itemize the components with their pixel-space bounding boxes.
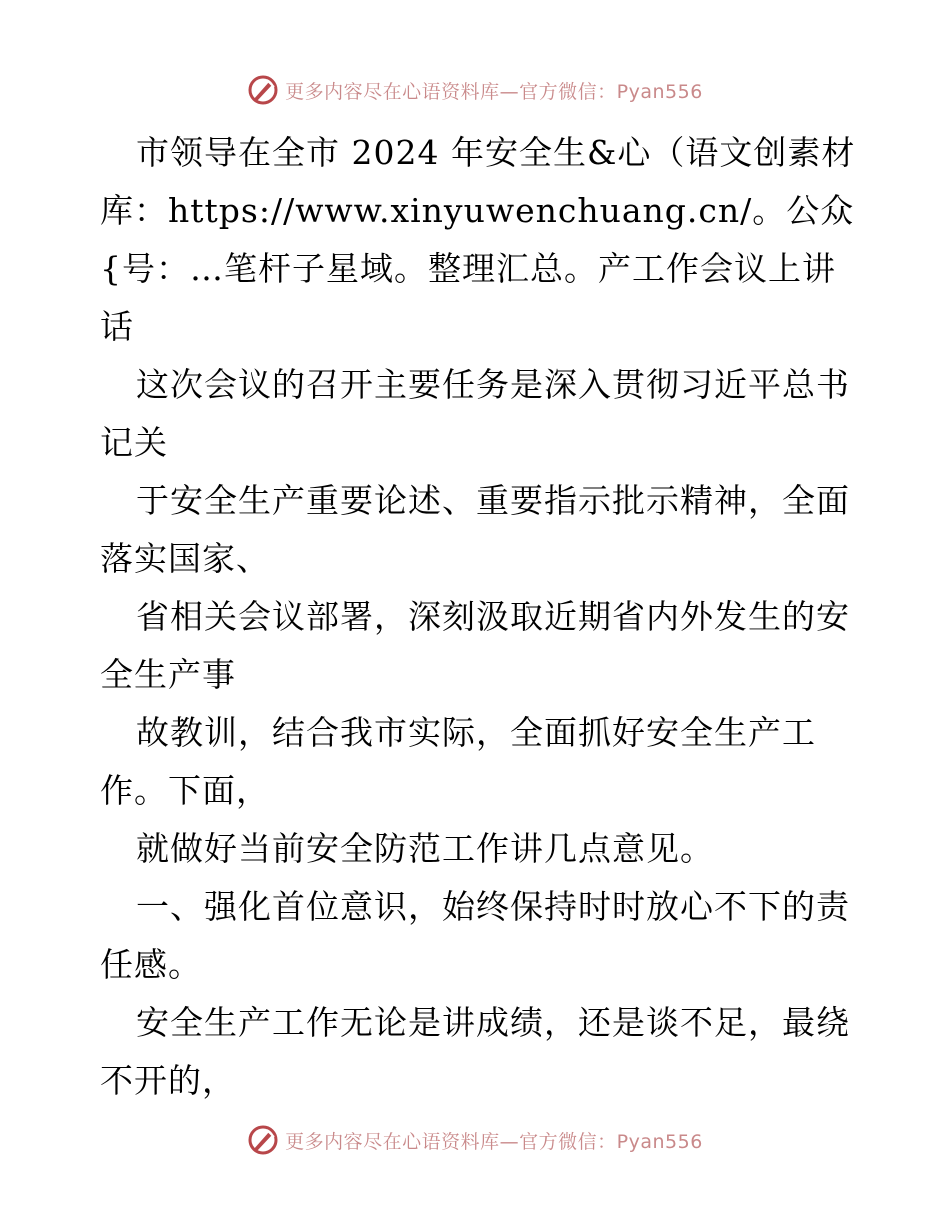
quill-pen-seal-icon — [247, 1124, 279, 1156]
paragraph: 于安全生产重要论述、重要指示批示精神，全面落实国家、 — [100, 481, 850, 578]
quill-pen-seal-icon — [247, 74, 279, 106]
header-banner-text: 更多内容尽在心语资料库—官方微信：Pyan556 — [285, 80, 703, 103]
footer-banner-text: 更多内容尽在心语资料库—官方微信：Pyan556 — [285, 1130, 703, 1153]
paragraph: 就做好当前安全防范工作讲几点意见。 — [136, 829, 714, 868]
paragraph: 这次会议的召开主要任务是深入贯彻习近平总书记关 — [100, 365, 850, 462]
footer-banner — [0, 1122, 950, 1158]
paragraph: 故教训，结合我市实际，全面抓好安全生产工作。下面， — [100, 713, 816, 810]
paragraph: 省相关会议部署，深刻汲取近期省内外发生的安全生产事 — [100, 597, 850, 694]
paragraph-heading: 一、强化首位意识，始终保持时时放心不下的责任感。 — [100, 887, 850, 984]
paragraph-title: 市领导在全市 2024 年安全生&心（语文创素材库：https://www.xinyuwenchuang.cn/。公众{号：…笔杆子星域。整理汇总。产工作会议上讲话 — [100, 133, 856, 346]
paragraph: 安全生产工作无论是讲成绩，还是谈不足，最绕不开的， — [100, 1003, 850, 1100]
header-banner — [0, 72, 950, 108]
document-body — [100, 124, 860, 1110]
